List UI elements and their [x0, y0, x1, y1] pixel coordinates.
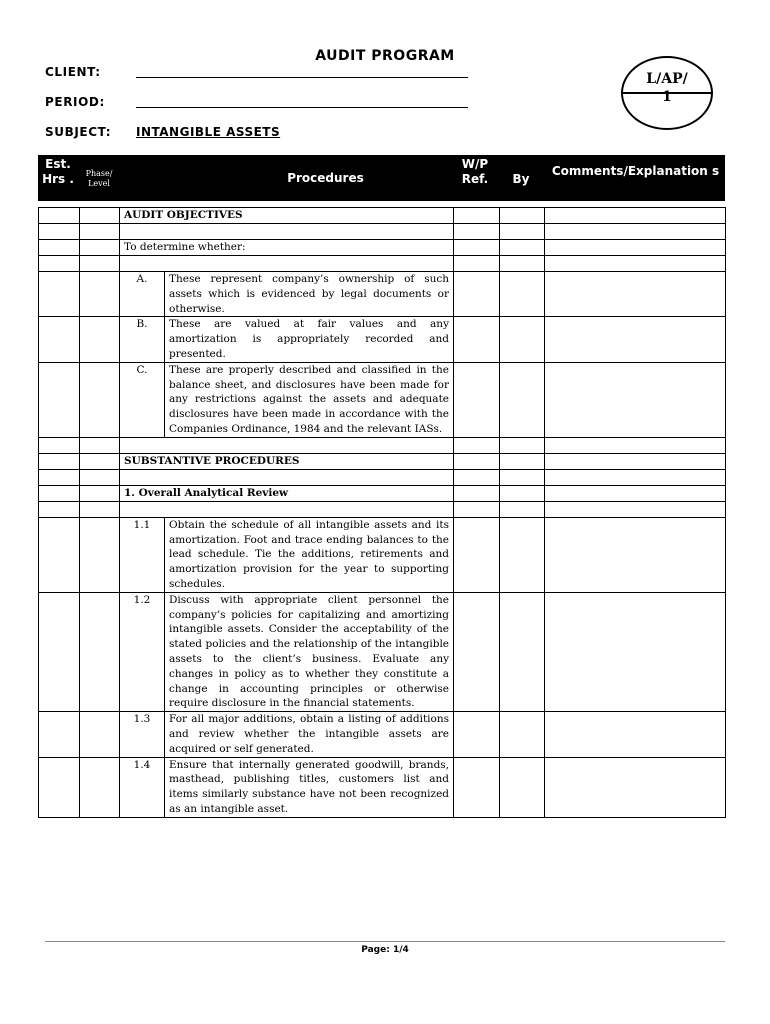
table-row [39, 501, 726, 517]
section-substantive: SUBSTANTIVE PROCEDURES [120, 453, 454, 469]
procedure-label: 1.1 [120, 517, 165, 592]
period-field[interactable] [136, 107, 468, 108]
col-wp-ref: W/P Ref. [461, 157, 489, 186]
page-number: Page: 1/4 [361, 945, 409, 955]
col-comments: Comments/Explanation s [551, 164, 720, 178]
procedure-text: Ensure that internally generated goodwill, brands, masthead, publishing titles, customers list and items similarly substance have not been recognized as an intangible asset. [165, 757, 454, 817]
objective-text: These represent company’s ownership of such assets which is evidenced by legal documents or otherwise. [165, 272, 454, 317]
objective-row-c [39, 362, 726, 437]
procedure-label: 1.3 [120, 712, 165, 757]
audit-table [38, 207, 726, 818]
procedure-text: Obtain the schedule of all intangible assets and its amortization. Foot and trace ending balances to the lead schedule. Tie the additions, retirements and amortization provision for the year to supporting schedules. [165, 517, 454, 592]
objective-label: B. [120, 317, 165, 362]
objective-text: These are valued at fair values and any amortization is appropriately recorded and presented. [165, 317, 454, 362]
objective-label: C. [120, 362, 165, 437]
procedure-label: 1.4 [120, 757, 165, 817]
client-label: CLIENT: [45, 65, 101, 79]
procedure-text: Discuss with appropriate client personnel the company’s policies for capitalizing and amortizing intangible assets. Consider the acceptability of the stated policies and the relationship of the intangible assets to the client’s business. Evaluate any changes in policy as to whether they constitute a change in accounting principles or otherwise require disclosure in the financial statements. [165, 592, 454, 711]
procedure-row-1-1 [39, 517, 726, 592]
table-row [39, 240, 726, 256]
footer-divider [45, 941, 725, 942]
period-label: PERIOD: [45, 95, 105, 109]
table-row [39, 224, 726, 240]
objective-row-b [39, 317, 726, 362]
procedure-label: 1.2 [120, 592, 165, 711]
document-title: AUDIT PROGRAM [315, 48, 455, 64]
objective-row-a [39, 272, 726, 317]
reference-code: L/AP/1 [646, 71, 688, 105]
section-audit-objectives: AUDIT OBJECTIVES [120, 208, 454, 224]
column-header-band [38, 155, 725, 201]
reference-oval [621, 56, 713, 130]
table-row [39, 469, 726, 485]
procedure-row-1-3 [39, 712, 726, 757]
procedure-row-1-2 [39, 592, 726, 711]
col-est-hrs: Est. Hrs . [42, 157, 74, 186]
table-row [39, 485, 726, 501]
objective-label: A. [120, 272, 165, 317]
section-overall-review: 1. Overall Analytical Review [120, 485, 454, 501]
col-by: By [512, 172, 530, 186]
subject-value: INTANGIBLE ASSETS [136, 125, 281, 139]
table-row [39, 453, 726, 469]
subject-label: SUBJECT: [45, 125, 112, 139]
to-determine-text: To determine whether: [120, 240, 454, 256]
procedure-text: For all major additions, obtain a listing of additions and review whether the intangible assets are acquired or self generated. [165, 712, 454, 757]
table-row [39, 437, 726, 453]
col-phase-level: Phase/ Level [85, 169, 113, 188]
objective-text: These are properly described and classified in the balance sheet, and disclosures have been made for any restrictions against the assets and adequate disclosures have been made in accordance with the Companies Ordinance, 1984 and the relevant IASs. [165, 362, 454, 437]
client-field[interactable] [136, 77, 468, 78]
table-row [39, 208, 726, 224]
table-row [39, 256, 726, 272]
col-procedures: Procedures [287, 171, 364, 185]
procedure-row-1-4 [39, 757, 726, 817]
